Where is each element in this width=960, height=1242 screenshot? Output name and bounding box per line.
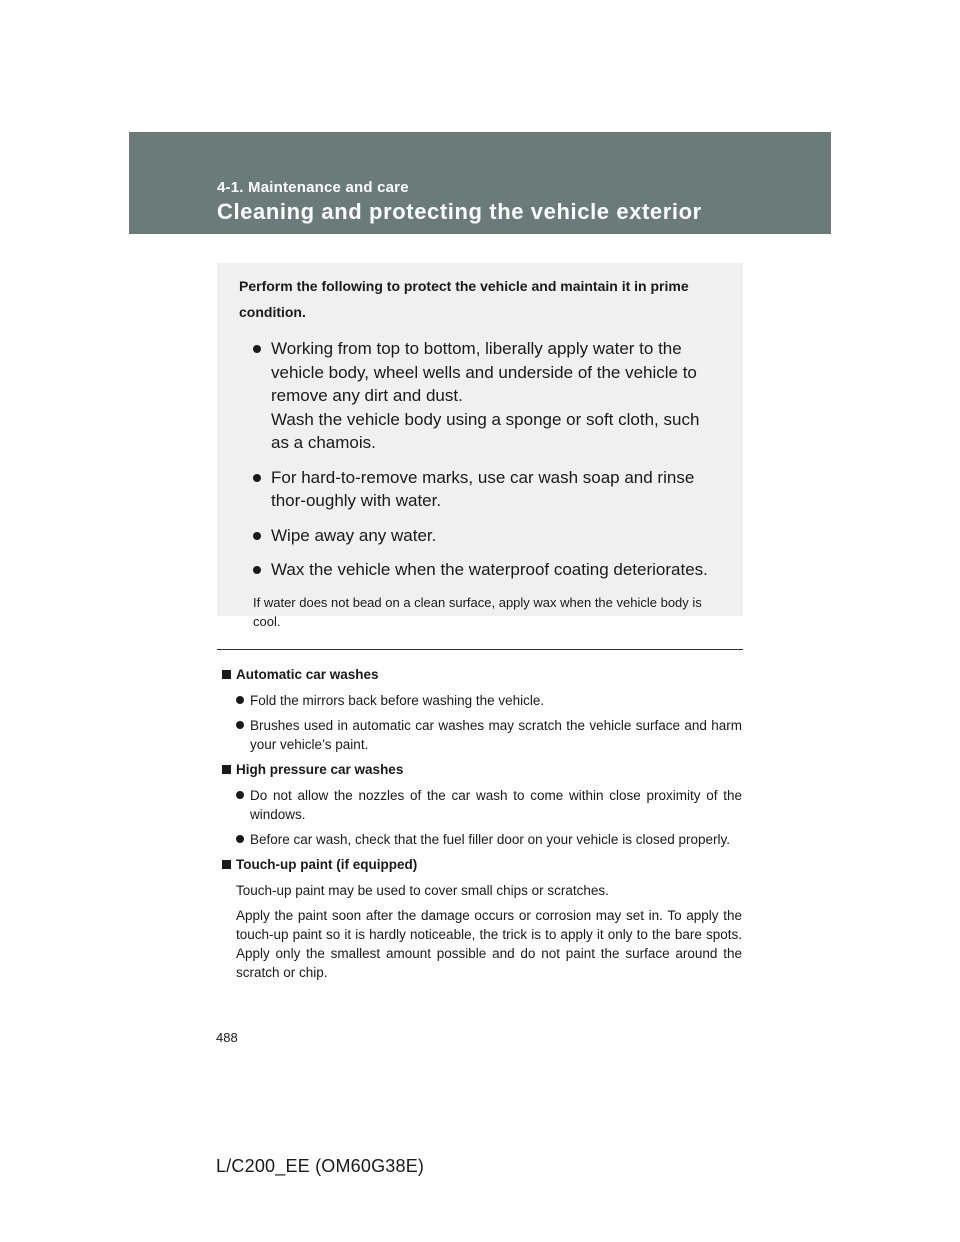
section-heading	[222, 855, 742, 875]
list-item	[236, 716, 742, 754]
section-heading	[222, 760, 742, 780]
section-label: 4-1. Maintenance and care	[217, 179, 409, 196]
intro-box	[217, 263, 743, 629]
list-item	[236, 830, 742, 849]
list-item-text: Before car wash, check that the fuel filler door on your vehicle is closed properly.	[250, 832, 730, 847]
section-header	[129, 132, 831, 234]
list-item	[239, 558, 721, 582]
bullet-icon	[236, 791, 244, 799]
list-item	[239, 524, 721, 548]
bullet-icon	[236, 696, 244, 704]
divider	[217, 649, 743, 650]
list-item	[239, 466, 721, 513]
bullet-icon	[253, 566, 261, 574]
list-item	[239, 337, 721, 455]
page-title: Cleaning and protecting the vehicle exterior	[217, 199, 702, 224]
list-item-text: Do not allow the nozzles of the car wash to come within close proximity of the windows.	[250, 788, 742, 822]
list-item	[236, 786, 742, 824]
footer-code: L/C200_EE (OM60G38E)	[216, 1156, 425, 1176]
square-bullet-icon	[222, 860, 231, 869]
bullet-icon	[253, 474, 261, 482]
bullet-icon	[253, 345, 261, 353]
list-item-text: Fold the mirrors back before washing the vehicle.	[250, 693, 545, 708]
square-bullet-icon	[222, 765, 231, 774]
bullet-icon	[253, 532, 261, 540]
section-heading	[222, 665, 742, 685]
intro-text: Perform the following to protect the vehicle and maintain it in prime condition.	[239, 278, 689, 320]
bullet-icon	[236, 721, 244, 729]
intro-note: If water does not bead on a clean surface, apply wax when the vehicle body is cool.	[253, 594, 702, 629]
list-item-text: For hard-to-remove marks, use car wash soap and rinse thor-oughly with water.	[271, 467, 695, 510]
list-item-text: Brushes used in automatic car washes may scratch the vehicle surface and harm your vehicle’s paint.	[250, 718, 742, 752]
section-heading-text: High pressure car washes	[236, 762, 404, 777]
intro-list	[239, 337, 721, 582]
notes-section	[222, 665, 742, 988]
paragraph: Touch-up paint may be used to cover small chips or scratches.	[236, 883, 609, 898]
bullet-icon	[236, 835, 244, 843]
list-item-text: Wipe away any water.	[271, 525, 437, 545]
list-item-text: Working from top to bottom, liberally apply water to the vehicle body, wheel wells and underside of the vehicle to remove any dirt and dust.	[271, 339, 697, 405]
list-item	[236, 691, 742, 710]
section-heading-text: Automatic car washes	[236, 667, 379, 682]
list-item-text: Wax the vehicle when the waterproof coating deteriorates.	[271, 560, 708, 579]
list-item-text: Wash the vehicle body using a sponge or soft cloth, such as a chamois.	[271, 409, 700, 452]
paragraph: Apply the paint soon after the damage occurs or corrosion may set in. To apply the touch-up paint so it is hardly noticeable, the trick is to apply it only to the bare spots. Apply only the smallest amount possible and do not paint the surface around the scratch or chip.	[236, 908, 742, 980]
section-heading-text: Touch-up paint (if equipped)	[236, 857, 418, 872]
page-number: 488	[216, 1030, 238, 1045]
square-bullet-icon	[222, 670, 231, 679]
sub-list	[222, 786, 742, 849]
sub-list	[222, 691, 742, 754]
